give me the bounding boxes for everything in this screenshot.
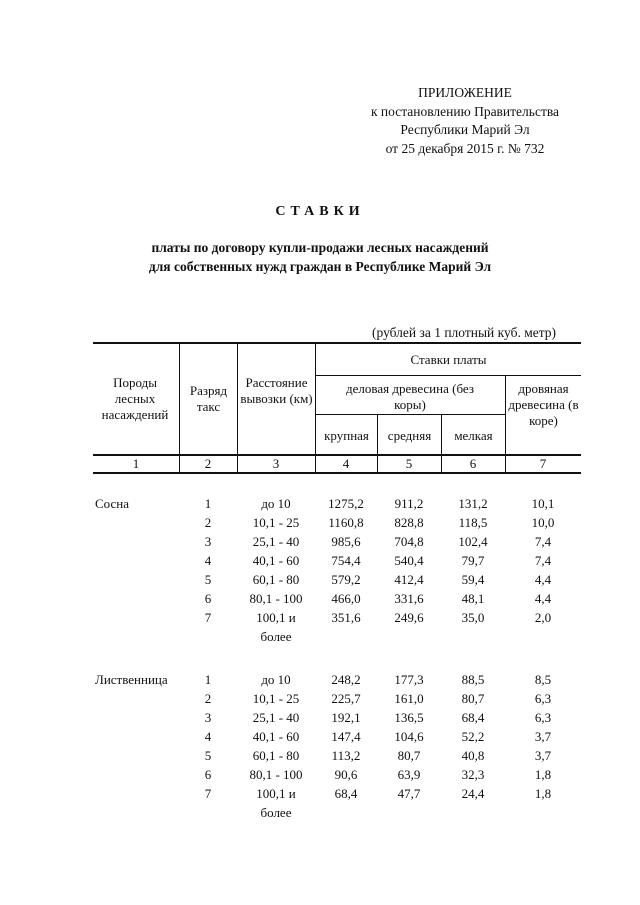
column-number: 6	[469, 456, 477, 471]
table-cell: 10,0	[531, 515, 555, 530]
table-cell: 8,5	[534, 672, 552, 687]
rule-top	[93, 342, 581, 344]
table-cell: 249,6	[394, 610, 424, 625]
appendix-title: ПРИЛОЖЕНИЕ	[418, 85, 512, 100]
table-cell: 100,1 и	[256, 610, 296, 625]
table-cell: 118,5	[458, 515, 488, 530]
header-distance: Расстояние вывозки (км)	[240, 375, 313, 406]
table-cell: 80,1 - 100	[249, 591, 303, 606]
table-cell: 2	[204, 515, 212, 530]
table-cell: 25,1 - 40	[252, 710, 300, 725]
table-cell: 25,1 - 40	[252, 534, 300, 549]
table-cell: 7	[204, 610, 212, 625]
table-cell: 88,5	[461, 672, 485, 687]
distance-continuation: более	[260, 629, 292, 644]
appendix-line-2: Республики Марий Эл	[400, 122, 530, 137]
table-cell: 225,7	[331, 691, 361, 706]
table-cell: 100,1 и	[256, 786, 296, 801]
species-label: Сосна	[95, 496, 129, 511]
table-cell: 79,7	[461, 553, 485, 568]
table-cell: 331,6	[394, 591, 424, 606]
table-cell: 68,4	[461, 710, 485, 725]
table-cell: 113,2	[331, 748, 361, 763]
table-cell: 52,2	[461, 729, 485, 744]
rule-numbers-bottom	[93, 472, 581, 474]
table-cell: 540,4	[394, 553, 424, 568]
table-cell: 4,4	[534, 572, 552, 587]
table-cell: 351,6	[331, 610, 361, 625]
table-cell: 1160,8	[328, 515, 364, 530]
table-cell: 911,2	[394, 496, 424, 511]
table-cell: 10,1	[531, 496, 555, 511]
units-note: (рублей за 1 плотный куб. метр)	[372, 325, 557, 340]
rule-v1	[179, 342, 180, 473]
table-cell: 6	[204, 767, 212, 782]
table-cell: 35,0	[461, 610, 485, 625]
table-cell: 3,7	[534, 748, 552, 763]
subheading-line-1: платы по договору купли-продажи лесных насаждений	[151, 240, 489, 255]
rule-rates	[315, 375, 581, 376]
table-cell: 4	[204, 553, 212, 568]
header-firewood: дровяная древесина (в коре)	[508, 381, 579, 428]
document-heading: СТАВКИ	[275, 204, 365, 219]
table-cell: 704,8	[394, 534, 424, 549]
header-business-wood: деловая древесина (без коры)	[346, 381, 474, 412]
table-cell: 754,4	[331, 553, 361, 568]
table-cell: 63,9	[397, 767, 421, 782]
table-cell: 147,4	[331, 729, 361, 744]
table-cell: 6,3	[534, 691, 552, 706]
table-cell: 985,6	[331, 534, 361, 549]
table-cell: 90,6	[334, 767, 358, 782]
table-cell: 68,4	[334, 786, 358, 801]
column-number: 7	[539, 456, 547, 471]
table-cell: 2	[204, 691, 212, 706]
table-cell: 80,7	[397, 748, 421, 763]
table-cell: 177,3	[394, 672, 424, 687]
table-cell: 1,8	[534, 767, 552, 782]
table-cell: до 10	[261, 672, 291, 687]
table-cell: 7	[204, 786, 212, 801]
table-cell: 3,7	[534, 729, 552, 744]
header-medium: средняя	[387, 428, 432, 443]
table-cell: 7,4	[534, 553, 552, 568]
table-cell: 48,1	[461, 591, 485, 606]
table-cell: 40,8	[461, 748, 485, 763]
column-number: 1	[132, 456, 140, 471]
table-cell: 412,4	[394, 572, 424, 587]
table-cell: 40,1 - 60	[252, 729, 300, 744]
table-cell: 4,4	[534, 591, 552, 606]
header-rates: Ставки платы	[410, 352, 487, 367]
column-number: 4	[342, 456, 350, 471]
header-large: крупная	[324, 428, 369, 443]
table-cell: 4	[204, 729, 212, 744]
table-cell: 466,0	[331, 591, 361, 606]
table-cell: 131,2	[458, 496, 488, 511]
table-cell: 24,4	[461, 786, 485, 801]
table-cell: 5	[204, 572, 212, 587]
table-cell: 47,7	[397, 786, 421, 801]
table-cell: 7,4	[534, 534, 552, 549]
table-cell: 10,1 - 25	[252, 691, 300, 706]
table-cell: 80,1 - 100	[249, 767, 303, 782]
document-subheading	[0, 238, 640, 276]
table-cell: 579,2	[331, 572, 361, 587]
table-cell: 3	[204, 534, 212, 549]
table-cell: 104,6	[394, 729, 424, 744]
table-cell: 136,5	[394, 710, 424, 725]
distance-continuation: более	[260, 805, 292, 820]
table-cell: 2,0	[534, 610, 552, 625]
table-cell: до 10	[261, 496, 291, 511]
header-rank: Разряд такс	[189, 383, 228, 414]
appendix-line-1: к постановлению Правительства	[370, 103, 560, 119]
table-cell: 1	[204, 496, 212, 511]
table-cell: 40,1 - 60	[252, 553, 300, 568]
appendix-block	[340, 84, 590, 158]
table-cell: 10,1 - 25	[252, 515, 300, 530]
table-cell: 80,7	[461, 691, 485, 706]
table-cell: 828,8	[394, 515, 424, 530]
table-cell: 3	[204, 710, 212, 725]
column-number: 5	[405, 456, 413, 471]
rule-v2	[237, 342, 238, 473]
table-cell: 6	[204, 591, 212, 606]
rule-business	[315, 414, 505, 415]
table-cell: 248,2	[331, 672, 361, 687]
table-cell: 1	[204, 672, 212, 687]
table-cell: 192,1	[331, 710, 361, 725]
table-cell: 1275,2	[328, 496, 364, 511]
table-cell: 5	[204, 748, 212, 763]
table-cell: 60,1 - 80	[252, 748, 300, 763]
header-species: Породы лесных насаждений	[101, 375, 169, 422]
table-cell: 102,4	[458, 534, 488, 549]
appendix-line-3: от 25 декабря 2015 г. № 732	[385, 140, 545, 156]
header-small: мелкая	[454, 428, 493, 443]
column-number: 3	[272, 456, 280, 471]
subheading-line-2: для собственных нужд граждан в Республике Марий Эл	[148, 259, 492, 274]
table-cell: 1,8	[534, 786, 552, 801]
table-cell: 59,4	[461, 572, 485, 587]
species-label: Лиственница	[95, 672, 168, 687]
table-cell: 60,1 - 80	[252, 572, 300, 587]
column-number: 2	[204, 456, 212, 471]
table-cell: 161,0	[394, 691, 424, 706]
table-cell: 32,3	[461, 767, 485, 782]
table-cell: 6,3	[534, 710, 552, 725]
